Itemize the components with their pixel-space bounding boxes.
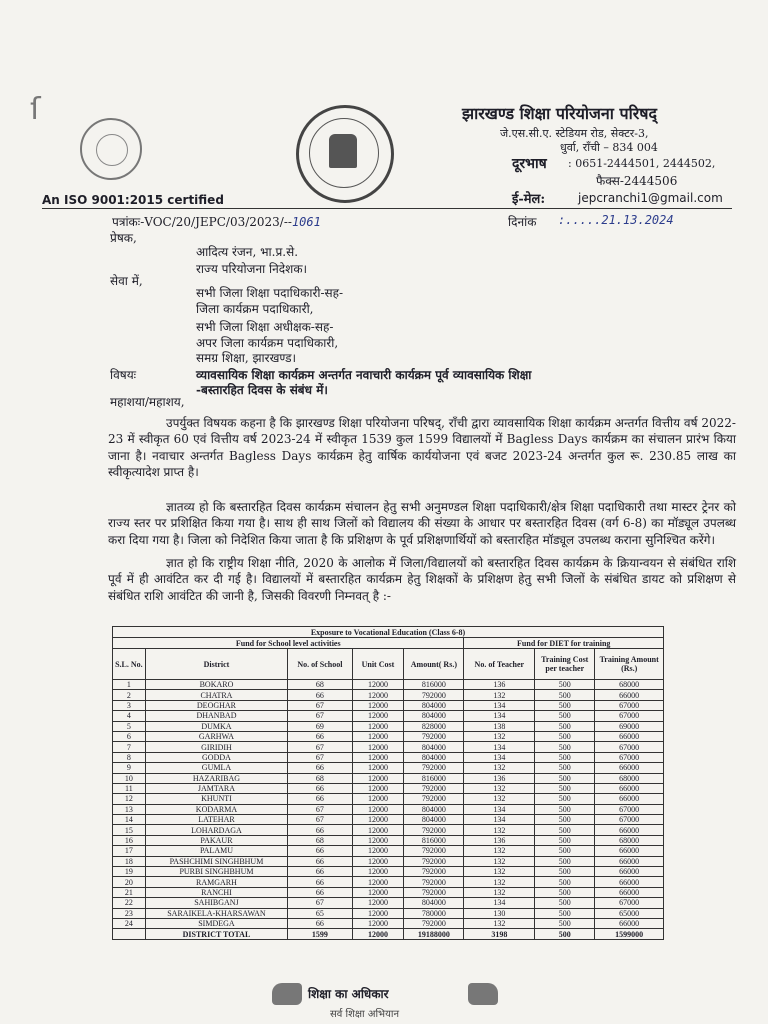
table-cell: LOHARDAGA bbox=[145, 825, 288, 835]
table-cell: PURBI SINGHBHUM bbox=[145, 867, 288, 877]
table-cell: 132 bbox=[464, 877, 535, 887]
table-cell: 12000 bbox=[352, 773, 404, 783]
table-cell: 6 bbox=[113, 731, 146, 741]
table-cell: 816000 bbox=[404, 680, 464, 690]
table-cell: 8 bbox=[113, 752, 146, 762]
table-cell: 66000 bbox=[595, 794, 664, 804]
table-cell: 66 bbox=[288, 856, 352, 866]
table-cell: 134 bbox=[464, 815, 535, 825]
table-cell: 22 bbox=[113, 898, 146, 908]
table-cell: 67 bbox=[288, 711, 352, 721]
table-cell: 12000 bbox=[352, 867, 404, 877]
table-cell: 66 bbox=[288, 867, 352, 877]
total-cell: 1599 bbox=[288, 929, 352, 939]
table-cell: 66 bbox=[288, 918, 352, 928]
table-cell: 500 bbox=[535, 846, 595, 856]
table-cell: 66000 bbox=[595, 867, 664, 877]
table-cell: 804000 bbox=[404, 700, 464, 710]
table-cell: 12000 bbox=[352, 690, 404, 700]
footer-subtitle: सर्व शिक्षा अभियान bbox=[330, 1009, 400, 1020]
column-header-row bbox=[113, 649, 664, 680]
table-cell: 792000 bbox=[404, 918, 464, 928]
table-cell: BOKARO bbox=[145, 680, 288, 690]
table-row bbox=[113, 690, 664, 700]
table-cell: SARAIKELA-KHARSAWAN bbox=[145, 908, 288, 918]
table-row bbox=[113, 877, 664, 887]
table-cell: 816000 bbox=[404, 835, 464, 845]
column-header: Amount( Rs.) bbox=[404, 649, 464, 680]
table-cell: 500 bbox=[535, 783, 595, 793]
table-cell: SAHIBGANJ bbox=[145, 898, 288, 908]
table-cell: 16 bbox=[113, 835, 146, 845]
table-cell: 500 bbox=[535, 700, 595, 710]
table-cell: 10 bbox=[113, 773, 146, 783]
table-cell: 500 bbox=[535, 867, 595, 877]
table-cell: PASHCHIMI SINGHBHUM bbox=[145, 856, 288, 866]
table-cell: 136 bbox=[464, 773, 535, 783]
table-cell: 12000 bbox=[352, 700, 404, 710]
table-cell: 12000 bbox=[352, 783, 404, 793]
table-cell: 65 bbox=[288, 908, 352, 918]
column-header: Training Cost per teacher bbox=[535, 649, 595, 680]
fax-number: फैक्स-2444506 bbox=[596, 174, 678, 188]
sender-name: आदित्य रंजन, भा.प्र.से. bbox=[196, 245, 299, 259]
table-row bbox=[113, 856, 664, 866]
table-cell: 500 bbox=[535, 742, 595, 752]
table-cell: 792000 bbox=[404, 690, 464, 700]
iso-certification: An ISO 9001:2015 certified bbox=[42, 193, 224, 207]
table-cell: 7 bbox=[113, 742, 146, 752]
subject-line-2: -बस्तारहित दिवस के संबंध में। bbox=[196, 383, 328, 397]
government-emblem-seal bbox=[296, 105, 394, 203]
table-cell: 792000 bbox=[404, 763, 464, 773]
table-cell: 12000 bbox=[352, 846, 404, 856]
table-cell: 12000 bbox=[352, 887, 404, 897]
table-cell: 500 bbox=[535, 856, 595, 866]
table-cell: 500 bbox=[535, 815, 595, 825]
table-cell: 66000 bbox=[595, 846, 664, 856]
table-cell: 1 bbox=[113, 680, 146, 690]
table-cell: 13 bbox=[113, 804, 146, 814]
column-header: District bbox=[145, 649, 288, 680]
table-cell: 136 bbox=[464, 680, 535, 690]
table-cell: 132 bbox=[464, 783, 535, 793]
subject-label: विषयः bbox=[110, 368, 137, 382]
table-cell: 132 bbox=[464, 825, 535, 835]
table-cell: GODDA bbox=[145, 752, 288, 762]
table-cell: 132 bbox=[464, 856, 535, 866]
table-cell: 792000 bbox=[404, 856, 464, 866]
table-cell: 12000 bbox=[352, 804, 404, 814]
email-address: jepcranchi1@gmail.com bbox=[578, 191, 723, 205]
table-cell: 132 bbox=[464, 794, 535, 804]
table-cell: 780000 bbox=[404, 908, 464, 918]
table-cell: 66000 bbox=[595, 918, 664, 928]
table-cell: 68000 bbox=[595, 680, 664, 690]
table-cell: 500 bbox=[535, 918, 595, 928]
table-cell: 792000 bbox=[404, 846, 464, 856]
table-cell: 67000 bbox=[595, 742, 664, 752]
table-cell: 66000 bbox=[595, 887, 664, 897]
table-cell: 132 bbox=[464, 918, 535, 928]
table-cell: 21 bbox=[113, 887, 146, 897]
phone-label: दूरभाष bbox=[512, 156, 547, 172]
paragraph-3-text: ज्ञात हो कि राष्ट्रीय शिक्षा नीति, 2020 के आलोक में जिला/विद्यालयों को बस्तारहित दिवस कार्यक्रम के क्रियान्वयन से संबंधित राशि पूर्व में ही आवंटित कर दी गई है। विद्यालयों में बस्तारहित कार्यक्रम हेतु शिक्षकों के प्रशिक्षण हेतु सभी जिलों के संबंधित डायट को प्रशिक्षण से संबंधित राशि आवंटित की जानी है, जिसकी विवरणी निम्नवत् है :- bbox=[108, 556, 736, 603]
table-cell: 66 bbox=[288, 690, 352, 700]
paragraph-2-text: ज्ञातव्य हो कि बस्तारहित दिवस कार्यक्रम संचालन हेतु सभी अनुमण्डल शिक्षा पदाधिकारी/क्षेत्र शिक्षा पदाधिकारी तथा मास्टर ट्रेनर को राज्य स्तर पर प्रशिक्षित किया गया है। साथ ही साथ जिलों को विद्यालय की संख्या के आधार पर बस्तारहित दिवस (वर्ग 6-8) का मॉड्यूल उपलब्ध करा दिया गया है। जिला को निदेशित किया जाता है कि प्रशिक्षण के पूर्व प्रशिक्षणार्थियों को बस्तारहित मॉड्यूल उपलब्ध कराना सुनिश्चित करेंगे। bbox=[108, 500, 736, 547]
table-cell: 66 bbox=[288, 887, 352, 897]
table-cell: 792000 bbox=[404, 783, 464, 793]
table-row bbox=[113, 908, 664, 918]
table-cell: 66000 bbox=[595, 763, 664, 773]
table-cell: RANCHI bbox=[145, 887, 288, 897]
table-row bbox=[113, 731, 664, 741]
table-cell: 66000 bbox=[595, 856, 664, 866]
table-cell: 804000 bbox=[404, 752, 464, 762]
table-cell: 12000 bbox=[352, 815, 404, 825]
table-row bbox=[113, 835, 664, 845]
table-cell: 12000 bbox=[352, 763, 404, 773]
body-paragraph-2 bbox=[108, 499, 736, 548]
table-cell: 500 bbox=[535, 711, 595, 721]
table-cell: 792000 bbox=[404, 825, 464, 835]
recipient-2-line-1: सभी जिला शिक्षा अधीक्षक-सह- bbox=[196, 320, 334, 334]
recipient-2-line-3: समग्र शिक्षा, झारखण्ड। bbox=[196, 351, 297, 365]
table-cell: 67000 bbox=[595, 898, 664, 908]
table-cell: 12000 bbox=[352, 752, 404, 762]
table-cell: 12000 bbox=[352, 711, 404, 721]
table-cell: 132 bbox=[464, 887, 535, 897]
group-diet-header: Fund for DIET for training bbox=[464, 638, 664, 649]
reference-text: पत्रांकः-VOC/20/JEPC/03/2023/-- bbox=[112, 215, 292, 229]
table-cell: GUMLA bbox=[145, 763, 288, 773]
total-cell: 500 bbox=[535, 929, 595, 939]
table-row bbox=[113, 773, 664, 783]
table-cell: 67000 bbox=[595, 711, 664, 721]
column-header: No. of Teacher bbox=[464, 649, 535, 680]
table-cell: 66 bbox=[288, 877, 352, 887]
total-cell: 12000 bbox=[352, 929, 404, 939]
table-cell: 12000 bbox=[352, 908, 404, 918]
table-cell: 66000 bbox=[595, 783, 664, 793]
date-label: दिनांक bbox=[508, 215, 537, 229]
recipient-label: सेवा में, bbox=[110, 274, 143, 288]
table-cell: 66 bbox=[288, 846, 352, 856]
table-row bbox=[113, 898, 664, 908]
table-cell: 500 bbox=[535, 877, 595, 887]
punch-mark: ſ bbox=[30, 92, 41, 127]
table-cell: 67 bbox=[288, 700, 352, 710]
table-cell: LATEHAR bbox=[145, 815, 288, 825]
table-cell: 500 bbox=[535, 763, 595, 773]
table-cell: 69000 bbox=[595, 721, 664, 731]
footer-figure-left bbox=[272, 983, 302, 1005]
table-cell: 12000 bbox=[352, 794, 404, 804]
fund-table-body bbox=[113, 680, 664, 940]
table-cell: 67000 bbox=[595, 752, 664, 762]
body-paragraph-1 bbox=[108, 415, 736, 480]
table-cell: DHANBAD bbox=[145, 711, 288, 721]
table-cell: 792000 bbox=[404, 731, 464, 741]
table-cell: 500 bbox=[535, 752, 595, 762]
table-cell: 66000 bbox=[595, 731, 664, 741]
table-cell: 68 bbox=[288, 773, 352, 783]
date-value: :.....21.13.2024 bbox=[558, 213, 674, 227]
table-cell: RAMGARH bbox=[145, 877, 288, 887]
table-cell: 14 bbox=[113, 815, 146, 825]
table-cell: 12 bbox=[113, 794, 146, 804]
table-row bbox=[113, 846, 664, 856]
column-header: S.L. No. bbox=[113, 649, 146, 680]
table-cell: 20 bbox=[113, 877, 146, 887]
table-row bbox=[113, 680, 664, 690]
table-cell: 67 bbox=[288, 898, 352, 908]
total-cell: 1599000 bbox=[595, 929, 664, 939]
table-cell: 132 bbox=[464, 867, 535, 877]
footer-figure-right bbox=[468, 983, 498, 1005]
table-row bbox=[113, 794, 664, 804]
table-cell: 12000 bbox=[352, 680, 404, 690]
table-cell: 500 bbox=[535, 794, 595, 804]
table-cell: 500 bbox=[535, 690, 595, 700]
table-cell: 500 bbox=[535, 908, 595, 918]
table-cell: 67 bbox=[288, 752, 352, 762]
table-cell: 134 bbox=[464, 700, 535, 710]
organization-name: झारखण्ड शिक्षा परियोजना परिषद् bbox=[462, 104, 657, 123]
table-cell: 68 bbox=[288, 680, 352, 690]
table-row bbox=[113, 752, 664, 762]
table-cell: 12000 bbox=[352, 721, 404, 731]
table-cell: 2 bbox=[113, 690, 146, 700]
column-header: Training Amount (Rs.) bbox=[595, 649, 664, 680]
table-cell: 66 bbox=[288, 783, 352, 793]
footer-slogan: शिक्षा का अधिकार bbox=[308, 987, 389, 1001]
table-cell: 804000 bbox=[404, 742, 464, 752]
group-school-header: Fund for School level activities bbox=[113, 638, 464, 649]
total-cell: 3198 bbox=[464, 929, 535, 939]
table-cell: 66000 bbox=[595, 877, 664, 887]
table-cell: 68000 bbox=[595, 773, 664, 783]
table-cell: 12000 bbox=[352, 877, 404, 887]
table-cell: 500 bbox=[535, 825, 595, 835]
table-cell: 12000 bbox=[352, 742, 404, 752]
table-cell: 67000 bbox=[595, 804, 664, 814]
organization-city: धुर्वा, राँची – 834 004 bbox=[560, 141, 658, 154]
fund-table bbox=[112, 626, 664, 940]
table-row bbox=[113, 700, 664, 710]
table-row bbox=[113, 763, 664, 773]
table-cell: 15 bbox=[113, 825, 146, 835]
table-cell: 500 bbox=[535, 721, 595, 731]
table-row bbox=[113, 742, 664, 752]
total-cell: DISTRICT TOTAL bbox=[145, 929, 288, 939]
table-row bbox=[113, 887, 664, 897]
table-cell: 816000 bbox=[404, 773, 464, 783]
table-cell: 132 bbox=[464, 846, 535, 856]
sender-title: राज्य परियोजना निदेशक। bbox=[196, 262, 308, 276]
table-cell: 12000 bbox=[352, 825, 404, 835]
table-cell: 12000 bbox=[352, 918, 404, 928]
table-cell: DEOGHAR bbox=[145, 700, 288, 710]
table-cell: 66 bbox=[288, 731, 352, 741]
table-cell: 792000 bbox=[404, 867, 464, 877]
table-row bbox=[113, 783, 664, 793]
table-cell: 23 bbox=[113, 908, 146, 918]
table-cell: 17 bbox=[113, 846, 146, 856]
table-cell: 67 bbox=[288, 804, 352, 814]
table-total-row bbox=[113, 929, 664, 939]
table-cell: 500 bbox=[535, 680, 595, 690]
table-row bbox=[113, 815, 664, 825]
table-cell: 4 bbox=[113, 711, 146, 721]
table-cell: DUMKA bbox=[145, 721, 288, 731]
reference-number bbox=[112, 213, 321, 230]
sender-label: प्रेषक, bbox=[110, 231, 137, 245]
table-cell: 66 bbox=[288, 794, 352, 804]
table-cell: 9 bbox=[113, 763, 146, 773]
table-row bbox=[113, 918, 664, 928]
table-cell: 138 bbox=[464, 721, 535, 731]
table-cell: 18 bbox=[113, 856, 146, 866]
table-cell: SIMDEGA bbox=[145, 918, 288, 928]
email-label: ई-मेल: bbox=[512, 192, 546, 207]
table-cell: 804000 bbox=[404, 711, 464, 721]
table-row bbox=[113, 867, 664, 877]
table-cell: 67 bbox=[288, 815, 352, 825]
table-cell: 67000 bbox=[595, 815, 664, 825]
table-cell: 3 bbox=[113, 700, 146, 710]
table-cell: 132 bbox=[464, 763, 535, 773]
table-cell: 19 bbox=[113, 867, 146, 877]
table-cell: 134 bbox=[464, 804, 535, 814]
table-row bbox=[113, 804, 664, 814]
paragraph-1-text: उपर्युक्त विषयक कहना है कि झारखण्ड शिक्षा परियोजना परिषद्, राँची द्वारा व्यावसायिक शिक्षा कार्यक्रम अन्तर्गत वित्तीय वर्ष 2022-23 में स्वीकृत 60 एवं वित्तीय वर्ष 2023-24 में स्वीकृत 1539 कुल 1599 विद्यालयों में Bagless Days कार्यक्रम का संचालन प्रारंभ किया जाना है। नवाचार अन्तर्गत Bagless Days कार्यक्रम हेतु वार्षिक कार्ययोजना एवं बजट 2023-24 अन्तर्गत कुल रू. 230.85 लाख का स्वीकृत्यादेश प्राप्त है। bbox=[108, 416, 736, 479]
table-cell: PALAMU bbox=[145, 846, 288, 856]
table-cell: CHATRA bbox=[145, 690, 288, 700]
table-cell: 804000 bbox=[404, 898, 464, 908]
header-divider bbox=[42, 208, 732, 209]
table-cell: 69 bbox=[288, 721, 352, 731]
table-cell: 134 bbox=[464, 898, 535, 908]
table-cell: 66 bbox=[288, 825, 352, 835]
table-title: Exposure to Vocational Education (Class 6-8) bbox=[113, 627, 664, 638]
table-cell: 136 bbox=[464, 835, 535, 845]
table-cell: 500 bbox=[535, 835, 595, 845]
total-cell: 19188000 bbox=[404, 929, 464, 939]
table-cell: 792000 bbox=[404, 887, 464, 897]
table-cell: 66000 bbox=[595, 690, 664, 700]
recipient-2-line-2: अपर जिला कार्यक्रम पदाधिकारी, bbox=[196, 336, 339, 350]
table-cell: 24 bbox=[113, 918, 146, 928]
table-cell: 11 bbox=[113, 783, 146, 793]
table-cell: 132 bbox=[464, 731, 535, 741]
table-cell: 67 bbox=[288, 742, 352, 752]
table-cell: 500 bbox=[535, 887, 595, 897]
table-cell: 828000 bbox=[404, 721, 464, 731]
reference-handwritten: 1061 bbox=[291, 215, 321, 229]
table-cell: 67000 bbox=[595, 700, 664, 710]
table-cell: 500 bbox=[535, 804, 595, 814]
table-cell: 804000 bbox=[404, 815, 464, 825]
table-cell: 500 bbox=[535, 773, 595, 783]
table-cell: 130 bbox=[464, 908, 535, 918]
table-cell: 134 bbox=[464, 752, 535, 762]
table-cell: HAZARIBAG bbox=[145, 773, 288, 783]
table-cell: 12000 bbox=[352, 731, 404, 741]
column-header: No. of School bbox=[288, 649, 352, 680]
phone-number: : 0651-2444501, 2444502, bbox=[568, 157, 716, 170]
table-cell: 12000 bbox=[352, 898, 404, 908]
table-row bbox=[113, 825, 664, 835]
total-cell bbox=[113, 929, 146, 939]
table-cell: 792000 bbox=[404, 877, 464, 887]
table-cell: 500 bbox=[535, 898, 595, 908]
table-cell: GARHWA bbox=[145, 731, 288, 741]
table-cell: 804000 bbox=[404, 804, 464, 814]
table-cell: 500 bbox=[535, 731, 595, 741]
table-cell: 12000 bbox=[352, 835, 404, 845]
column-header: Unit Cost bbox=[352, 649, 404, 680]
table-cell: JAMTARA bbox=[145, 783, 288, 793]
left-seal-logo bbox=[80, 118, 142, 180]
table-cell: 132 bbox=[464, 690, 535, 700]
table-cell: 5 bbox=[113, 721, 146, 731]
table-cell: KHUNTI bbox=[145, 794, 288, 804]
table-cell: 66000 bbox=[595, 825, 664, 835]
table-cell: 12000 bbox=[352, 856, 404, 866]
table-cell: 792000 bbox=[404, 794, 464, 804]
table-cell: 134 bbox=[464, 711, 535, 721]
subject-line-1: व्यावसायिक शिक्षा कार्यक्रम अन्तर्गत नवाचारी कार्यक्रम पूर्व व्यावसायिक शिक्षा bbox=[196, 368, 532, 382]
organization-address: जे.एस.सी.ए. स्टेडियम रोड, सेक्टर-3, bbox=[500, 127, 649, 140]
table-cell: KODARMA bbox=[145, 804, 288, 814]
table-cell: 68000 bbox=[595, 835, 664, 845]
salutation: महाशया/महाशय, bbox=[110, 395, 185, 409]
table-cell: 65000 bbox=[595, 908, 664, 918]
table-cell: 134 bbox=[464, 742, 535, 752]
table-cell: 68 bbox=[288, 835, 352, 845]
table-cell: PAKAUR bbox=[145, 835, 288, 845]
recipient-1-line-1: सभी जिला शिक्षा पदाधिकारी-सह- bbox=[196, 286, 344, 300]
table-cell: 66 bbox=[288, 763, 352, 773]
table-row bbox=[113, 711, 664, 721]
table-cell: GIRIDIH bbox=[145, 742, 288, 752]
recipient-1-line-2: जिला कार्यक्रम पदाधिकारी, bbox=[196, 302, 314, 316]
body-paragraph-3 bbox=[108, 555, 736, 604]
table-row bbox=[113, 721, 664, 731]
